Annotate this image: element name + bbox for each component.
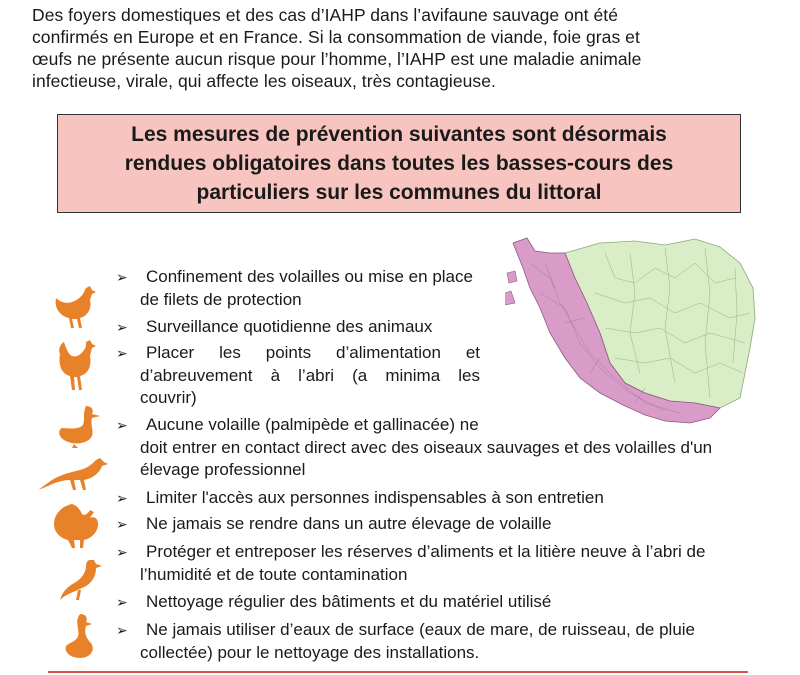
intro-line: œufs ne présente aucun risque pour l’homme, l’IAHP est une maladie animale — [32, 49, 642, 69]
vendee-map-image — [505, 233, 760, 428]
measure-item-limit-access — [116, 487, 752, 510]
measure-text-line: Confinement des volailles ou mise en place — [146, 267, 473, 286]
intro-line: Des foyers domestiques et des cas d’IAHP dans l’avifaune sauvage ont été — [32, 5, 618, 25]
measure-item-cleaning — [116, 591, 752, 614]
guinea-fowl-icon — [58, 558, 102, 602]
bottom-divider — [48, 671, 748, 673]
measure-text-line: collectée) pour le nettoyage des installations. — [140, 642, 480, 662]
intro-line: confirmés en Europe et en France. Si la consommation de viande, foie gras et — [32, 27, 640, 47]
measure-item-no-other-farm — [116, 513, 752, 536]
measure-item-surveillance — [116, 316, 496, 339]
measure-text-line: Ne jamais se rendre dans un autre élevage de volaille — [146, 514, 552, 533]
measure-item-confinement — [116, 266, 496, 311]
measure-text-line: Protéger et entreposer les réserves d’aliments et la litière neuve à l’abri de — [146, 542, 706, 561]
measure-text-line: Placer les points d’alimentation et — [146, 343, 480, 362]
measure-item-no-contact — [116, 414, 752, 482]
bullet-arrow-icon: ➢ — [116, 417, 128, 433]
bullet-arrow-icon: ➢ — [116, 269, 128, 285]
measure-text-line: élevage professionnel — [140, 460, 306, 479]
banner-line: Les mesures de prévention suivantes sont désormais — [131, 123, 667, 146]
rooster-icon — [56, 340, 98, 394]
banner-line: rendues obligatoires dans toutes les basses-cours des — [124, 152, 674, 175]
map-island — [505, 291, 515, 305]
bullet-arrow-icon: ➢ — [116, 490, 128, 506]
measure-item-no-surface-water — [116, 619, 752, 664]
measure-item-protect-feed — [116, 541, 752, 586]
banner-line: particuliers sur les communes du littoral — [196, 181, 602, 204]
intro-line: infectieuse, virale, qui affecte les oiseaux, très contagieuse. — [32, 71, 496, 91]
hen-icon — [52, 284, 98, 332]
intro-paragraph — [32, 4, 772, 92]
measure-text-line: couvrir) — [140, 388, 197, 407]
measure-item-feeding-points — [116, 342, 480, 410]
measure-text-line: d’abreuvement à l’abri (a minima les — [140, 365, 480, 385]
pheasant-icon — [38, 456, 108, 496]
bullet-arrow-icon: ➢ — [116, 594, 128, 610]
bullet-arrow-icon: ➢ — [116, 544, 128, 560]
prevention-banner — [57, 114, 741, 213]
measure-text-line: Nettoyage régulier des bâtiments et du matériel utilisé — [146, 592, 552, 611]
bullet-arrow-icon: ➢ — [116, 622, 128, 638]
bullet-arrow-icon: ➢ — [116, 319, 128, 335]
measure-text-line: Ne jamais utiliser d’eaux de surface (eaux de mare, de ruisseau, de pluie — [146, 620, 696, 639]
measure-text-line: doit entrer en contact direct avec des oiseaux sauvages et des volailles d'un — [140, 437, 713, 457]
map-island — [507, 271, 517, 283]
turkey-icon — [52, 502, 100, 550]
measure-text-line: Surveillance quotidienne des animaux — [146, 317, 433, 336]
measure-text-line: Aucune volaille (palmipède et gallinacée) ne — [146, 415, 479, 434]
bullet-arrow-icon: ➢ — [116, 345, 128, 361]
goose-icon — [60, 612, 100, 662]
bullet-arrow-icon: ➢ — [116, 516, 128, 532]
measure-text-line: Limiter l'accès aux personnes indispensables à son entretien — [146, 488, 604, 507]
duck-icon — [56, 404, 100, 448]
poultry-icons-column — [38, 280, 108, 665]
measure-text-line: de filets de protection — [140, 289, 302, 309]
measure-text-line: l’humidité et de toute contamination — [140, 564, 408, 584]
